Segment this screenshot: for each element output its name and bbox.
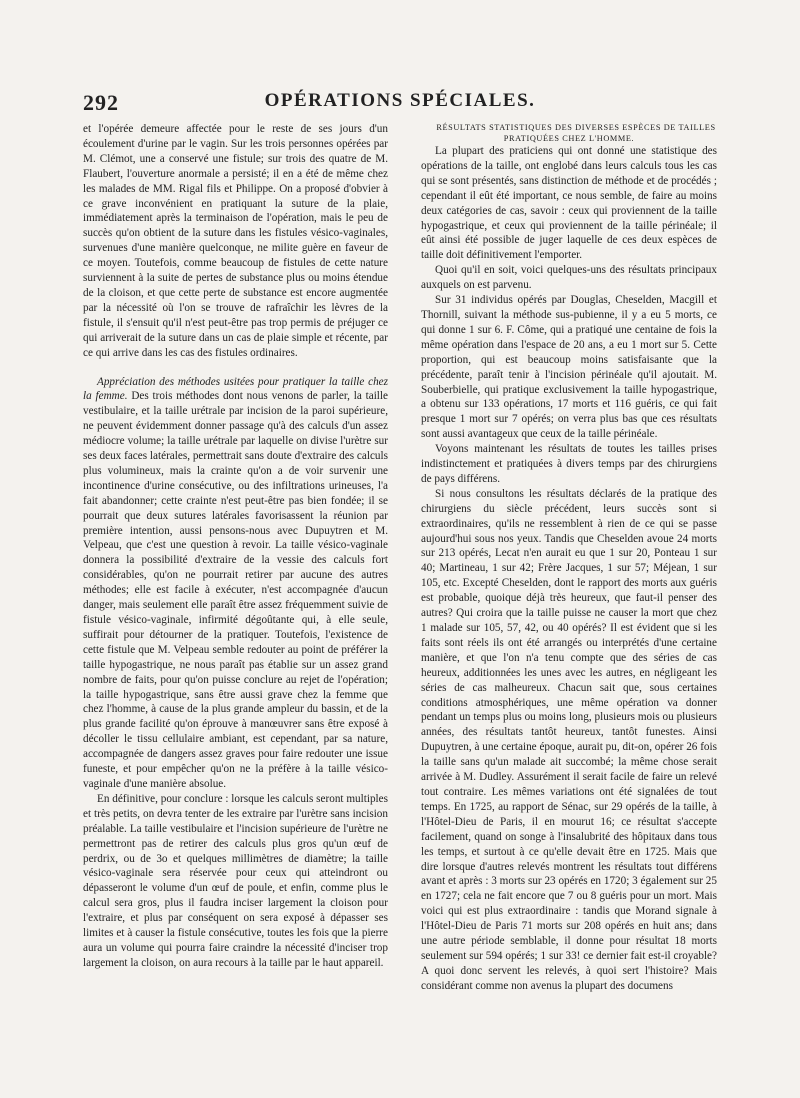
running-title: OPÉRATIONS SPÉCIALES. xyxy=(264,90,536,111)
paragraph-fistula-continuation: et l'opérée demeure affectée pour le reste de ses jours d'un écoulement d'urine par le vagin. Sur les trois personnes opérées par M. Clémot, une a conservé une fistule; sur trois des quatre de M. Flaubert, l'ouverture anormale a persisté; il en a été de même chez les malades de MM. Rigal fils et Philippe. On a proposé d'obvier à ce grave inconvénient en pratiquant la suture de la plaie, immédiatement après la terminaison de l'opération, mais le peu de succès qu'on obtient de la suture dans les fistules vésico-vaginales, survenues d'une manière quelconque, ne milite guère en faveur de ce moyen. Toutefois, comme beaucoup de fistules de cette nature surviennent à la suite de pertes de substance plus ou moins étendue de la cloison, et que cette perte de substance est encore augmentée par la nécessité où l'on se trouve de rafraîchir les lèvres de la fistule, il s'ensuit qu'il n'est peut-être pas trop permis de préjuger ce qui arriverait de la suture dans un cas de plaie simple et récente, par ce qui arrive dans les cas des fistules ordinaires. xyxy=(83,123,388,359)
left-column xyxy=(83,122,388,971)
paragraph-conclusion: En définitive, pour conclure : lorsque les calculs seront multiples et très petits, on devra tenter de les extraire par l'urètre sans incision préalable. La taille vestibulaire et l'incision supérieure de l'urètre ne permettront pas de retirer des calculs plus gros qu'un œuf de perdrix, ou de 3o et quelques millimètres de diamètre; la taille vésico-vaginale sera réservée pour ceux qui atteindront ou dépasseront le volume d'un œuf de poule, et enfin, comme plus le calcul sera gros, plus il faudra inciser largement la cloison pour l'extraire, et plus par conséquent on sera exposé à dépasser ses limites et à causer la fistule consécutive, toutes les fois que la pierre aura un volume qui pourra faire craindre la nécessité d'inciser trop largement la cloison, on aura recours à la taille par le haut appareil. xyxy=(83,792,388,969)
paragraph-appreciation xyxy=(83,375,388,792)
page-header xyxy=(83,90,717,116)
page-number: 292 xyxy=(83,90,119,115)
section-heading: RÉSULTATS STATISTIQUES DES DIVERSES ESPÈCES DE TAILLES PRATIQUÉES CHEZ L'HOMME. xyxy=(436,123,716,143)
paragraph-suprapubic-results: Sur 31 individus opérés par Douglas, Cheselden, Macgill et Thornill, suivant la méthode sus-pubienne, il y a eu 5 morts, ce qui donne 1 sur 6. F. Côme, qui a pratiqué une centaine de fois la même opération dans l'espace de 20 ans, a eu 1 mort sur 5. Cette proportion, qui est beaucoup moins satisfaisante que la précédente, paraît tenir à l'incision périnéale qu'il ajoutait. M. Souberbielle, qui pratique exclusivement la taille hypogastrique, a obtenu sur 133 opérations, 17 morts et 116 guéris, ce qui fait presque 1 mort sur 7 opérés; on verra plus bas que ces résultats sont aussi avantageux que ceux de la taille périnéale. xyxy=(421,294,717,441)
right-column xyxy=(421,122,717,994)
paragraph-all-tailles: Voyons maintenant les résultats de toutes les tailles prises indistinctement et pratiquées à divers temps par des chirurgiens de pays différens. xyxy=(421,443,717,485)
appreciation-text: Des trois méthodes dont nous venons de parler, la taille vestibulaire, et la taille urétrale par incision de la paroi supérieure, ne peuvent évidemment donner passage qu'à des calculs d'un assez médiocre volume; la taille urétrale par laquelle on divise l'urètre sur ses deux faces latérales, permettrait sans doute d'extraire des calculs plus volumineux, mais la crainte qu'on a de voir survenir une incontinence d'urine consécutive, ou des infiltrations urineuses, l'a fait abandonner; cette crainte n'est peut-être pas bien fondée; il se pourrait que deux sutures latérales favorisassent la réunion par première intention, aussi pensons-nous avec Dupuytren et M. Velpeau, que c'est une question à revoir. La taille vésico-vaginale donnera la possibilité d'extraire de la vessie des calculs fort considérables, qu'on ne pourrait retirer par aucune des autres méthodes; elle est facile à exécuter, n'est accompagnée d'aucun danger, mais seulement elle paraît être assez fréquemment suivie de fistule vésico-vaginale, infirmité dégoûtante qui, à elle seule, suffirait pour détourner de la pratiquer. Toutefois, l'existence de cette fistule que M. Velpeau semble redouter au point de préférer la taille hypogastrique, ne nous paraît pas établie sur un assez grand nombre de faits, pour qu'on puisse conclure au rejet de l'opération; la taille hypogastrique, sans être aussi grave chez la femme que chez l'homme, à cause de la plus grande ampleur du bassin, et de la plus grande facilité qu'on éprouve à manœuvrer sans être exposé à décoller le tissu cellulaire ambiant, est cependant, par sa nature, accompagnée de dangers assez graves pour faire redouter une issue funeste, et pour empêcher qu'on ne la préfère à la taille vésico-vaginale d'une manière absolue. xyxy=(83,390,388,790)
paragraph-historical-results: Si nous consultons les résultats déclarés de la pratique des chirurgiens du siècle précédent, leurs succès sont si extraordinaires, qu'ils ne ressemblent à rien de ce qui se passe aujourd'hui sous nos yeux. Tandis que Cheselden avoue 24 morts sur 213 opérés, Lecat n'en aurait eu que 1 sur 20, Ponteau 1 sur 40; Martineau, 1 sur 42; Frère Jacques, 1 sur 57; Méjean, 1 sur 105, etc. Excepté Cheselden, dont le rapport des morts aux guéris est probable, quoique déjà très heureux, que faut-il penser des autres? Qui croira que la taille puisse ne causer la mort que chez 1 malade sur 105, 57, 42, ou 40 opérés? Il est évident que si les faits sont réels ils ont été arrangés ou interprétés d'une certaine manière, et que l'on n'a tenu compte que des séries de cas heureux, additionnées les unes avec les autres, en négligeant les séries de cas malheureux. Chacun sait que, sous certaines conditions atmosphériques, une même opération va donner pendant un temps plus ou moins long, plusieurs mois ou plusieurs années, des résultats tantôt heureux, tantôt funestes. Ainsi Dupuytren, à une certaine époque, aurait pu, dit-on, opérer 26 fois la taille sans qu'un malade ait succombé; la même chose serait arrivée à M. Dudley. Assurément il serait facile de faire un relevé tout contraire. Les mêmes variations ont été signalées de tout temps. En 1725, au rapport de Sénac, sur 29 opérés de la taille, à l'Hôtel-Dieu de Paris, il en mourut 16; ce résultat s'accepte facilement, quand on songe à l'insalubrité des hôpitaux dans tous les temps, et surtout à ce qu'elle devait être en 1725. Mais que dire lorsque d'autres relevés montrent les résultats tout différens avant et après : 3 morts sur 23 opérés en 1720; 3 également sur 25 en 1727; cela ne fait encore que 7 ou 8 guéris pour un mort. Mais voici qui est plus extraordinaire : tandis que Morand signale à l'Hôtel-Dieu de Paris 71 morts sur 208 opérés en huit ans; dans une autre période semblable, il donne pour résultat 18 morts seulement sur 594 opérés; 1 sur 33! ce dernier fait est-il croyable? A quoi donc servent les relevés, à quoi sert l'histoire? Mais considérant comme non avenus la plupart des documens xyxy=(421,487,717,992)
paragraph-statistics-intro: La plupart des praticiens qui ont donné une statistique des opérations de la taille, ont englobé dans leurs calculs tous les cas qui se sont présentés, sans distinction de méthode et de procédés ; cependant il eût été important, ce nous semble, de faire au moins deux catégories de cas, savoir : ceux qui proviennent de la taille hypogastrique, et ceux qui proviennent de la taille périnéale; il eût ainsi été possible de juger laquelle de ces deux espèces de taille doit définitivement l'emporter. xyxy=(421,145,717,262)
paragraph-results-intro: Quoi qu'il en soit, voici quelques-uns des résultats principaux auxquels on est parvenu. xyxy=(421,264,717,292)
appreciation-heading: Appréciation des méthodes usitées pour pratiquer la taille chez la femme. xyxy=(83,375,388,403)
